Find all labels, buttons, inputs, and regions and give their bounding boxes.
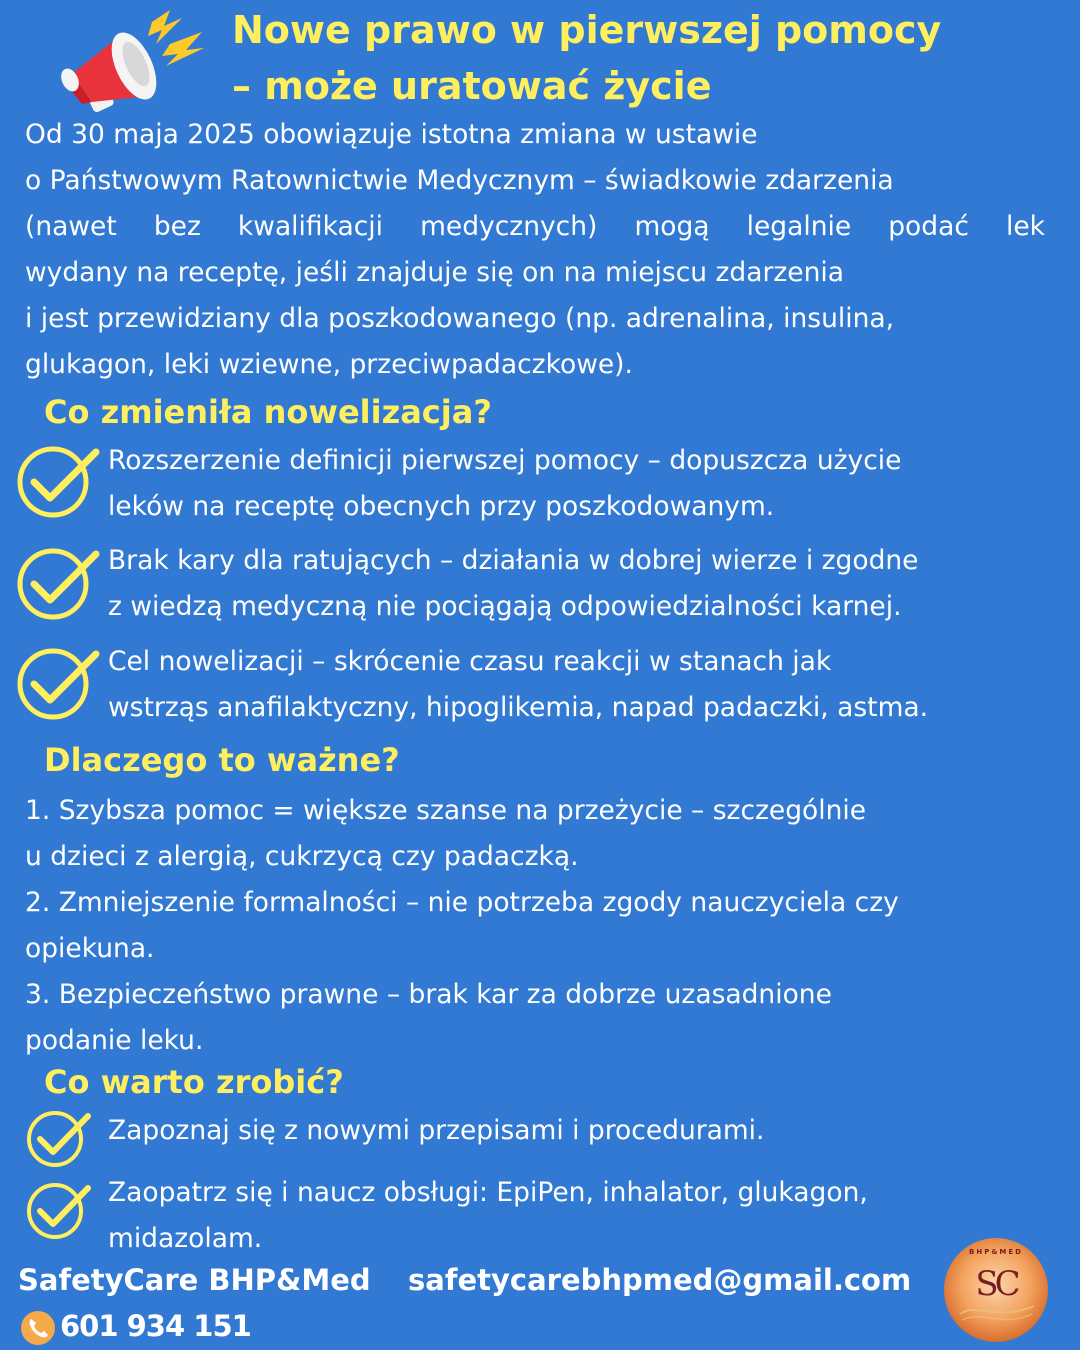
title-line-1: Nowe prawo w pierwszej pomocy (232, 8, 942, 52)
todo-item-line: midazolam. (108, 1223, 263, 1254)
intro-paragraph (25, 112, 1045, 388)
todo-item-line: Zaopatrz się i naucz obsługi: EpiPen, inhalator, glukagon, (108, 1177, 868, 1208)
intro-line: glukagon, leki wziewne, przeciwpadaczkowe). (25, 349, 633, 380)
changes-heading: Co zmieniła nowelizacja? (44, 393, 492, 431)
check-circle-icon (16, 646, 102, 722)
intro-line: (nawet bez kwalifikacji medycznych) mogą legalnie podać lek (25, 211, 1045, 242)
intro-line: i jest przewidziany dla poszkodowanego (np. adrenalina, insulina, (25, 303, 895, 334)
intro-line: wydany na receptę, jeśli znajduje się on na miejscu zdarzenia (25, 257, 844, 288)
why-line: opiekuna. (25, 933, 155, 964)
todo-item (108, 1170, 1058, 1262)
intro-line: Od 30 maja 2025 obowiązuje istotna zmiana w ustawie (25, 119, 758, 150)
company-name: SafetyCare BHP&Med (18, 1263, 371, 1297)
intro-line: o Państwowym Ratownictwie Medycznym – świadkowie zdarzenia (25, 165, 894, 196)
title-line-2: – może uratować życie (232, 64, 712, 108)
why-heading: Dlaczego to ważne? (44, 741, 400, 779)
change-item (108, 639, 1058, 731)
change-item-line: Rozszerzenie definicji pierwszej pomocy – dopuszcza użycie (108, 445, 902, 476)
why-line: 2. Zmniejszenie formalności – nie potrzeba zgody nauczyciela czy (25, 887, 899, 918)
check-circle-icon (26, 1108, 92, 1168)
why-line: 3. Bezpieczeństwo prawne – brak kar za dobrze uzasadnione (25, 979, 832, 1010)
change-item-line: wstrząs anafilaktyczny, hipoglikemia, napad padaczki, astma. (108, 692, 929, 723)
why-line: 1. Szybsza pomoc = większe szanse na przeżycie – szczególnie (25, 795, 867, 826)
check-circle-icon (16, 546, 102, 622)
contact-email[interactable]: safetycarebhpmed@gmail.com (408, 1263, 912, 1297)
change-item (108, 538, 1058, 630)
change-item-line: leków na receptę obecnych przy poszkodowanym. (108, 491, 775, 522)
logo-ring-text: BHP&MED (969, 1248, 1023, 1256)
todo-item-line: Zapoznaj się z nowymi przepisami i procedurami. (108, 1115, 765, 1146)
todo-item (108, 1108, 1058, 1154)
todo-heading: Co warto zrobić? (44, 1063, 344, 1101)
change-item-line: Cel nowelizacji – skrócenie czasu reakcji w stanach jak (108, 646, 832, 677)
check-circle-icon (16, 444, 102, 520)
check-circle-icon (26, 1180, 92, 1240)
change-item-line: z wiedzą medyczną nie pociągają odpowiedzialności karnej. (108, 591, 902, 622)
logo-letters: SC (975, 1264, 1017, 1304)
change-item-line: Brak kary dla ratujących – działania w dobrej wierze i zgodne (108, 545, 919, 576)
phone-icon (20, 1310, 56, 1346)
page-title (232, 2, 1052, 114)
why-line: u dzieci z alergią, cukrzycą czy padaczką. (25, 841, 579, 872)
company-logo (942, 1236, 1050, 1344)
contact-phone[interactable]: 601 934 151 (60, 1309, 251, 1343)
why-line: podanie leku. (25, 1025, 204, 1056)
change-item (108, 438, 1058, 530)
why-list (25, 788, 1055, 1064)
megaphone-icon (52, 4, 212, 124)
